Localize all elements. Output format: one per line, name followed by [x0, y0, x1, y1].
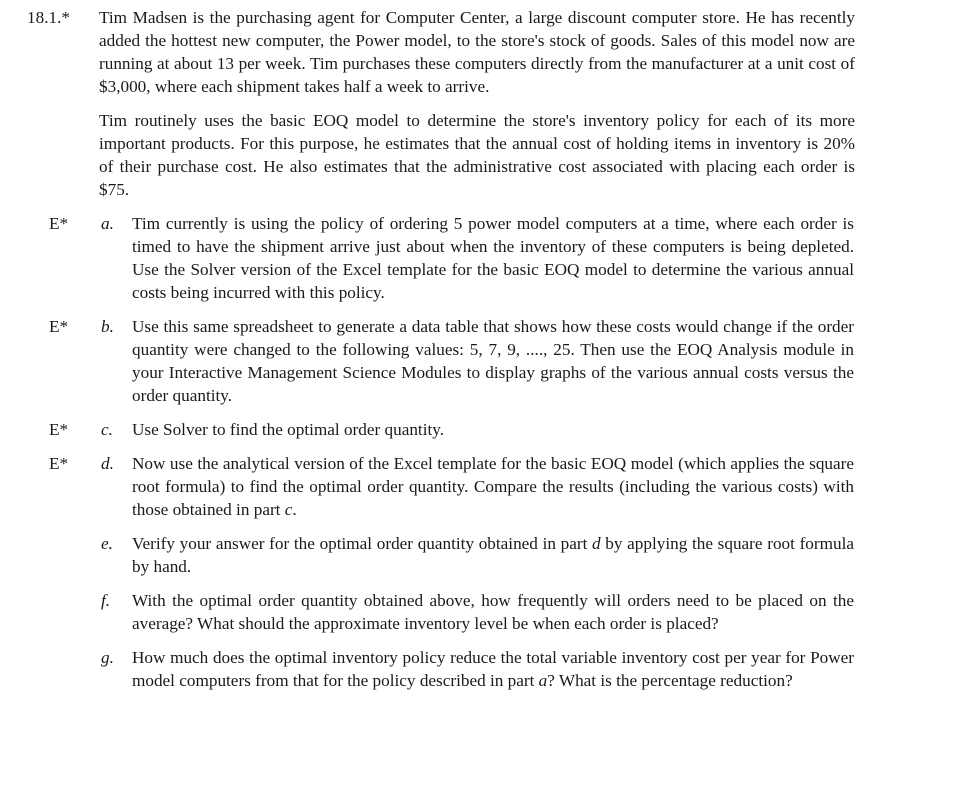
- part-text-after: ? What is the percentage reduction?: [547, 671, 793, 690]
- part-text-before: How much does the optimal inventory policy reduce the total variable inventory cost per year for Power model computers from that for the policy described in part: [132, 648, 854, 690]
- part-b: [0, 315, 854, 407]
- part-f: [0, 589, 854, 635]
- part-text: [132, 532, 854, 578]
- problem-paragraph-1: Tim Madsen is the purchasing agent for Computer Center, a large discount computer store. He has recently added the hottest new computer, the Power model, to the store's stock of goods. Sales of this model now are running at about 13 per week. Tim purchases these computers directly from the manufacturer at a unit cost of $3,000, where each shipment takes half a week to arrive.: [99, 8, 855, 96]
- part-letter: f.: [101, 591, 111, 610]
- problem-paragraph-2: Tim routinely uses the basic EOQ model to determine the store's inventory policy for each of its more important products. For this purpose, he estimates that the annual cost of holding items in inventory is 20% of their purchase cost. He also estimates that the administrative cost associated with placing each order is $75.: [99, 111, 855, 199]
- part-letter: g.: [101, 648, 114, 667]
- excel-mark: E*: [49, 454, 69, 473]
- excel-mark: E*: [49, 317, 69, 336]
- problem-statement: [0, 6, 855, 201]
- part-text: [132, 646, 854, 692]
- excel-mark: E*: [49, 420, 69, 439]
- problem-page: [0, 6, 978, 692]
- part-text: [132, 452, 854, 521]
- part-d: [0, 452, 854, 521]
- part-text: Tim currently is using the policy of ordering 5 power model computers at a time, where each order is timed to have the shipment arrive just about when the inventory of these computers is being depleted. Use the Solver version of the Excel template for the basic EOQ model to determine the various annual costs being incurred with this policy.: [132, 214, 854, 302]
- part-reference: a: [538, 671, 548, 690]
- part-text-before: Verify your answer for the optimal order quantity obtained in part: [132, 534, 593, 553]
- part-text-before: Now use the analytical version of the Excel template for the basic EOQ model (which applies the square root formula) to find the optimal order quantity. Compare the results (including the various costs) with those obtained in part: [132, 454, 854, 519]
- problem-number: 18.1.*: [27, 8, 70, 27]
- part-text: With the optimal order quantity obtained above, how frequently will orders need to be placed on the average? What should the approximate inventory level be when each order is placed?: [132, 591, 854, 633]
- part-text-after: by applying the square root formula by hand.: [132, 534, 854, 576]
- part-letter: e.: [101, 534, 113, 553]
- part-a: [0, 212, 854, 304]
- part-e: [0, 532, 854, 578]
- part-text: Use this same spreadsheet to generate a data table that shows how these costs would change if the order quantity were changed to the following values: 5, 7, 9, ...., 25. Then use the EOQ Analysis module in your Interactive Management Science Modules to display graphs of the various annual costs versus the order quantity.: [132, 317, 854, 405]
- part-letter: c.: [101, 420, 113, 439]
- part-g: [0, 646, 854, 692]
- part-text-after: .: [292, 500, 297, 519]
- part-letter: a.: [101, 214, 114, 233]
- excel-mark: E*: [49, 214, 69, 233]
- part-letter: d.: [101, 454, 114, 473]
- part-reference: c: [284, 500, 293, 519]
- part-reference: d: [592, 534, 601, 553]
- part-text: Use Solver to find the optimal order quantity.: [132, 420, 445, 439]
- part-c: [0, 418, 854, 441]
- part-letter: b.: [101, 317, 114, 336]
